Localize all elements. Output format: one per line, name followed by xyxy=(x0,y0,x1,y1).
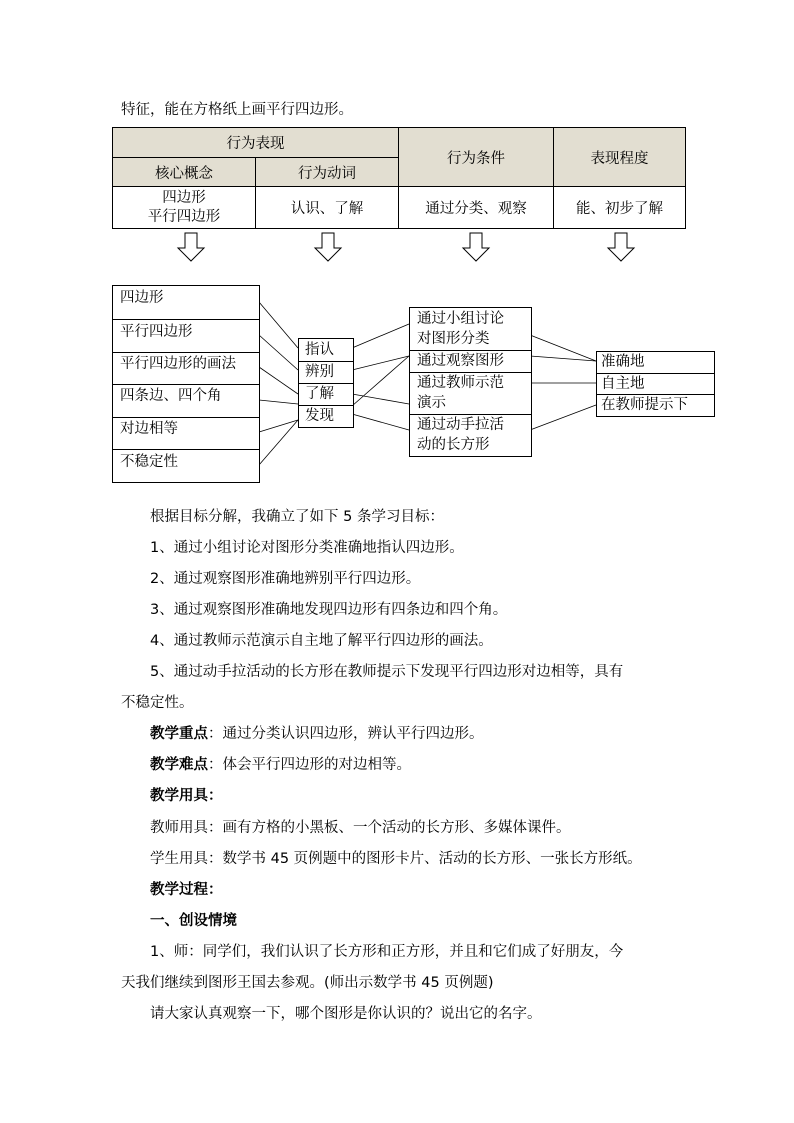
condition-line: 通过动手拉活 xyxy=(417,417,504,433)
goal-4: 4、通过教师示范演示自主地了解平行四边形的画法。 xyxy=(150,633,493,649)
section-heading: 一、创设情境 xyxy=(150,913,237,929)
condition-line: 通过小组讨论 xyxy=(417,311,504,327)
teaching-difficulty-text: ：体会平行四边形的对边相等。 xyxy=(208,757,411,773)
degree-list xyxy=(596,351,715,417)
verb-item: 指认 xyxy=(305,342,334,358)
condition-line: 动的长方形 xyxy=(417,437,490,453)
teaching-focus-text: ：通过分类认识四边形，辨认平行四边形。 xyxy=(208,726,484,742)
teaching-difficulty xyxy=(150,755,411,775)
concept-item: 对边相等 xyxy=(113,417,259,449)
concept-item: 不稳定性 xyxy=(113,449,259,482)
degree-header: 表现程度 xyxy=(554,128,686,187)
condition-list xyxy=(409,307,532,457)
teacher-tools: 教师用具：画有方格的小黑板、一个活动的长方形、多媒体课件。 xyxy=(150,820,571,836)
degree-cell: 能、初步了解 xyxy=(554,187,686,229)
verb-item: 发现 xyxy=(299,405,353,427)
teaching-focus-label: 教学重点 xyxy=(150,726,208,742)
concept-item: 四边形 xyxy=(120,290,164,306)
section-1-line-2: 天我们继续到图形王国去参观。(师出示数学书 45 页例题) xyxy=(121,975,494,991)
condition-item xyxy=(410,414,531,456)
concept-item: 平行四边形的画法 xyxy=(113,352,259,384)
concept-item: 四条边、四个角 xyxy=(113,384,259,417)
condition-line: 通过教师示范 xyxy=(417,375,504,391)
condition-item xyxy=(410,372,531,414)
verb-cell: 认识、了解 xyxy=(256,187,399,229)
section-1-line-1: 1、师：同学们，我们认识了长方形和正方形，并且和它们成了好朋友，今 xyxy=(150,944,624,960)
teaching-difficulty-label: 教学难点 xyxy=(150,757,208,773)
degree-item: 在教师提示下 xyxy=(597,394,714,416)
verb-item: 了解 xyxy=(299,383,353,405)
condition-item xyxy=(410,308,531,350)
concept-value-2: 平行四边形 xyxy=(147,208,221,225)
goal-5-line-2: 不稳定性。 xyxy=(121,695,194,711)
concept-item: 平行四边形 xyxy=(113,319,259,352)
behavior-header: 行为表现 xyxy=(113,128,399,158)
verb-header: 行为动词 xyxy=(256,158,399,187)
teaching-process-heading: 教学过程： xyxy=(150,882,223,898)
condition-item xyxy=(410,350,531,372)
goal-2: 2、通过观察图形准确地辨别平行四边形。 xyxy=(150,571,421,587)
concept-value-1: 四边形 xyxy=(162,189,206,206)
goals-intro: 根据目标分解，我确立了如下 5 条学习目标： xyxy=(150,509,444,525)
condition-line: 演示 xyxy=(417,395,446,411)
condition-header: 行为条件 xyxy=(399,128,554,187)
teaching-focus xyxy=(150,724,484,744)
condition-cell: 通过分类、观察 xyxy=(399,187,554,229)
goal-3: 3、通过观察图形准确地发现四边形有四条边和四个角。 xyxy=(150,602,508,618)
degree-item: 准确地 xyxy=(601,354,645,370)
teaching-tools-heading: 教学用具： xyxy=(150,788,223,804)
condition-line: 通过观察图形 xyxy=(417,353,504,369)
verb-list xyxy=(298,338,354,428)
concept-header: 核心概念 xyxy=(113,158,256,187)
student-tools: 学生用具：数学书 45 页例题中的图形卡片、活动的长方形、一张长方形纸。 xyxy=(150,851,642,867)
section-1-line-3: 请大家认真观察一下，哪个图形是你认识的？说出它的名字。 xyxy=(150,1006,542,1022)
verb-item: 辨别 xyxy=(299,361,353,383)
intro-line: 特征，能在方格纸上画平行四边形。 xyxy=(121,102,353,118)
degree-item: 自主地 xyxy=(597,373,714,394)
goal-5-line-1: 5、通过动手拉活动的长方形在教师提示下发现平行四边形对边相等，具有 xyxy=(150,664,624,680)
condition-line: 对图形分类 xyxy=(417,331,490,347)
goal-1: 1、通过小组讨论对图形分类准确地指认四边形。 xyxy=(150,540,464,556)
concept-list xyxy=(112,285,260,483)
